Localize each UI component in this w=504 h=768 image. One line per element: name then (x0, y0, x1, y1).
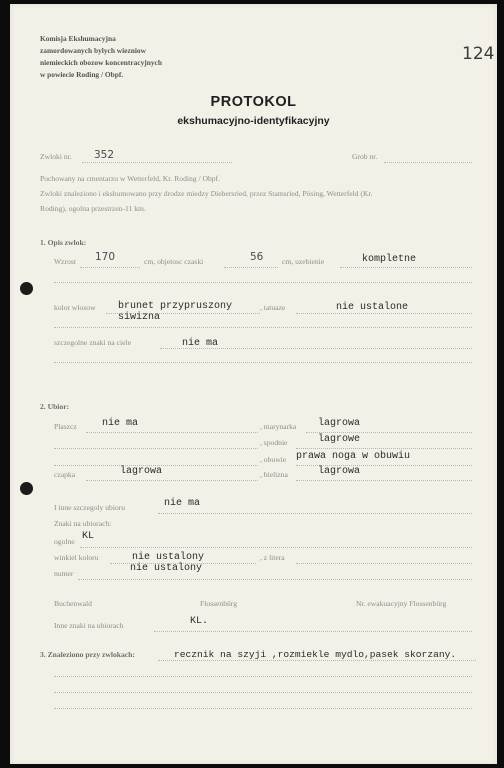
org-line-2: zamordowanych bylych wiezniow (40, 46, 146, 55)
inne-label: I inne szczegoly ubioru (54, 503, 126, 512)
blank-line (54, 448, 258, 449)
winkiel-value: nie ustalony (132, 552, 205, 563)
cm-uzebienie-label: cm, uzebienie (282, 257, 325, 266)
punch-hole (20, 482, 33, 495)
blank-line (54, 282, 472, 283)
znaki-label: szczegolne znaki na ciele (54, 338, 131, 347)
blank-line (54, 327, 472, 328)
plaszcz-label: Plaszcz (54, 422, 77, 431)
ogolne-value: KL (82, 531, 95, 542)
plaszcz-value: nie ma (102, 418, 139, 429)
inne-znaki-line (154, 631, 472, 632)
marynarka-value: lagrowa (318, 418, 361, 429)
flossenburg-label: Flossenbürg (200, 599, 237, 608)
blank-line (54, 362, 472, 363)
czaska-line (224, 267, 278, 268)
tatuaze-label: , tatuaze (260, 303, 286, 312)
org-line-3: niemieckich obozow koncentracyjnych (40, 58, 162, 67)
tatuaze-value: nie ustalone (336, 302, 409, 313)
section3-heading: 3. Znaleziono przy zwlokach: (40, 650, 135, 659)
section2-heading: 2. Ubior: (40, 402, 70, 411)
found-text-2: Roding), ogolna przestrzen-11 km. (40, 204, 146, 213)
litera-label: , z litera (260, 553, 285, 562)
uzebienie-value: kompletne (362, 254, 417, 265)
org-line-1: Komisja Ekshumacyjna (40, 34, 116, 43)
zwloki-line (82, 162, 232, 163)
uzebienie-line (340, 267, 472, 268)
section3-line (158, 660, 476, 661)
marynarka-line (306, 432, 472, 433)
kolor-value-2: siwizna (118, 312, 161, 323)
bielizna-line (296, 480, 472, 481)
buchenwald-label: Buchenwald (54, 599, 92, 608)
czapka-label: czapka (54, 470, 76, 479)
czapka-line (86, 480, 258, 481)
page-number: 124 (462, 44, 495, 64)
document-page (10, 4, 497, 764)
inne-znaki-label: Inne znaki na ubiorach (54, 621, 124, 630)
wzrost-line (80, 267, 140, 268)
inne-value: nie ma (164, 498, 201, 509)
grob-label: Grob nr. (352, 152, 378, 161)
punch-hole (20, 282, 33, 295)
nr-ewakuacyjny-label: Nr. ewakuacyjny Flossenbürg (356, 599, 447, 608)
winkiel-label: winkiel koloru (54, 553, 99, 562)
obuwie-value: prawa noga w obuwiu (296, 451, 411, 462)
spodnie-value: lagrowe (318, 434, 361, 445)
bielizna-label: , bielizna (260, 470, 288, 479)
org-line-4: w powiecie Roding / Obpf. (40, 70, 124, 79)
numer-label: numer (54, 569, 74, 578)
wzrost-value: 170 (95, 251, 116, 263)
cm-czaska-label: cm, objetosc czaski (144, 257, 204, 266)
znaki-value: nie ma (182, 338, 219, 349)
blank-line (54, 676, 472, 677)
document-subtitle: ekshumacyjno-identyfikacyjny (177, 115, 330, 127)
kolor-value-1: brunet przypruszony (118, 301, 233, 312)
tatuaze-line (296, 313, 472, 314)
obuwie-label: , obuwie (260, 455, 287, 464)
marynarka-label: , marynarka (260, 422, 297, 431)
wzrost-label: Wzrost (54, 257, 76, 266)
zwloki-label: Zwloki nr. (40, 152, 72, 161)
bielizna-value: lagrowa (318, 466, 361, 477)
pochowany-text: Pochowany na cmentarzu w Wetterfeld, Kr. Roding / Obpf. (40, 174, 220, 183)
ogolne-label: ogolne (54, 537, 75, 546)
litera-line (296, 563, 472, 564)
plaszcz-line (86, 432, 258, 433)
blank-line (54, 708, 472, 709)
czapka-value: lagrowa (120, 466, 163, 477)
czaska-value: 56 (250, 251, 264, 263)
grob-line (384, 162, 472, 163)
spodnie-line (296, 448, 472, 449)
spodnie-label: , spodnie (260, 438, 288, 447)
numer-value: nie ustalony (130, 563, 203, 574)
section3-value: recznik na szyji ,rozmiekle mydlo,pasek skorzany. (174, 649, 457, 660)
inne-line (158, 513, 472, 514)
ogolne-line (80, 547, 472, 548)
blank-line (54, 692, 472, 693)
section1-heading: 1. Opis zwlok: (40, 238, 87, 247)
inne-znaki-value: KL. (190, 616, 209, 627)
document-title: PROTOKOL (210, 94, 297, 110)
kolor-label: kolor wlosow (54, 303, 96, 312)
zwloki-value: 352 (94, 149, 115, 161)
numer-line (78, 579, 472, 580)
found-text-1: Zwloki znaleziono i ekshumowano przy drodze miedzy Diebersried, przez Stamsried, Pösing, Wetterfeld (Kr. (40, 189, 373, 198)
znaki-ubiorach-label: Znaki na ubiorach: (54, 519, 112, 528)
